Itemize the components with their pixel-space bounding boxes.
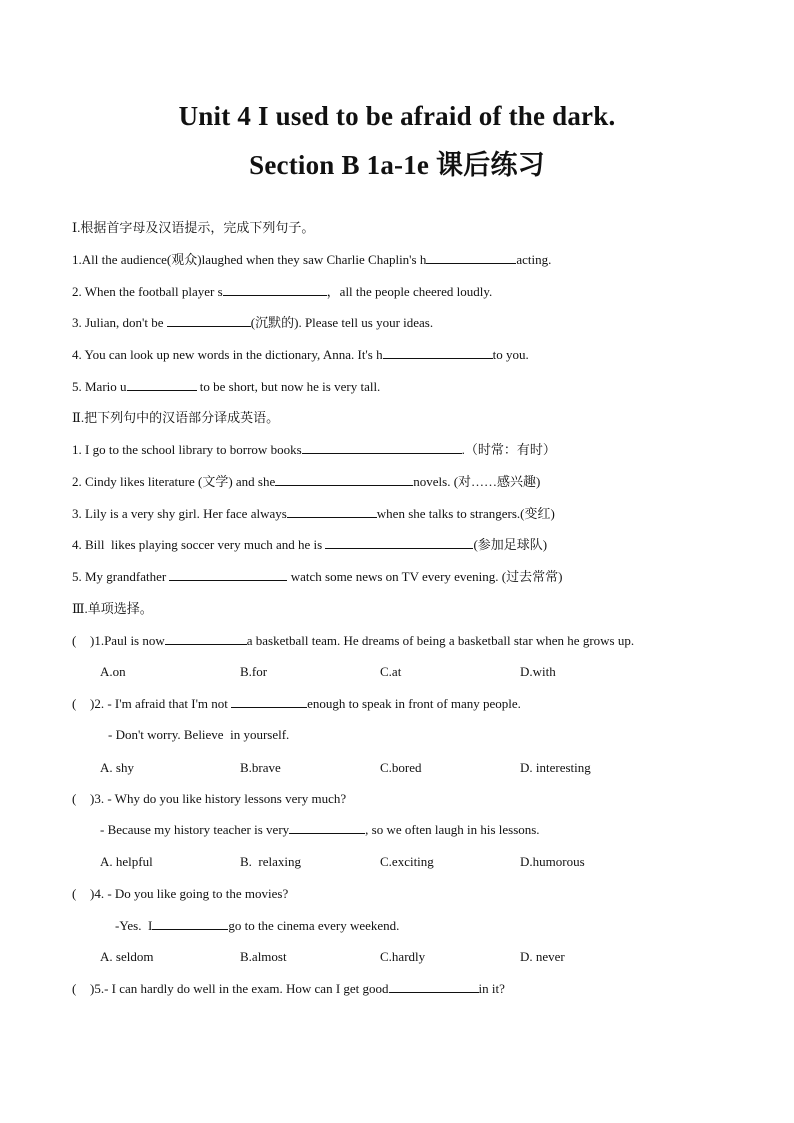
answer-blank[interactable] bbox=[231, 695, 307, 708]
option-a[interactable]: A. helpful bbox=[100, 854, 153, 869]
section-1-heading: Ⅰ.根据首字母及汉语提示，完成下列句子。 bbox=[72, 220, 315, 235]
answer-paren[interactable]: ( bbox=[72, 981, 77, 996]
option-b[interactable]: B.brave bbox=[240, 760, 281, 775]
answer-blank[interactable] bbox=[302, 441, 462, 454]
section-3-question-4-response: -Yes. I go to the cinema every weekend. bbox=[115, 918, 400, 933]
answer-blank[interactable] bbox=[127, 378, 197, 391]
answer-paren[interactable]: ( bbox=[72, 633, 77, 648]
option-d[interactable]: D. interesting bbox=[520, 760, 591, 775]
answer-blank[interactable] bbox=[287, 505, 377, 518]
section-3-question-2: ( )2. - I'm afraid that I'm not enough to speak in front of many people. bbox=[72, 696, 521, 711]
section-3-question-3-response: - Because my history teacher is very , so we often laugh in his lessons. bbox=[100, 822, 540, 837]
option-a[interactable]: A.on bbox=[100, 664, 126, 679]
option-a[interactable]: A. shy bbox=[100, 760, 134, 775]
title-line-2: Section B 1a-1e 课后练习 bbox=[249, 150, 545, 180]
answer-blank[interactable] bbox=[289, 821, 365, 834]
title-line-1: Unit 4 I used to be afraid of the dark. bbox=[178, 101, 616, 131]
option-b[interactable]: B.almost bbox=[240, 949, 287, 964]
section-3-question-3: ( )3. - Why do you like history lessons very much? bbox=[72, 791, 347, 806]
option-b[interactable]: B. relaxing bbox=[240, 854, 302, 869]
answer-blank[interactable] bbox=[383, 346, 493, 359]
section-1-question-1: 1.All the audience(观众)laughed when they saw Charlie Chaplin's h acting. bbox=[72, 252, 552, 267]
section-3-question-5: ( )5.- I can hardly do well in the exam. How can I get good in it? bbox=[72, 981, 505, 996]
answer-blank[interactable] bbox=[169, 568, 287, 581]
answer-paren[interactable]: ( bbox=[72, 696, 77, 711]
option-d[interactable]: D. never bbox=[520, 949, 565, 964]
answer-blank[interactable] bbox=[165, 632, 247, 645]
section-2-question-1: 1. I go to the school library to borrow books .（时常：有时） bbox=[72, 442, 556, 457]
section-1-question-3: 3. Julian, don't be (沉默的). Please tell us your ideas. bbox=[72, 315, 434, 330]
answer-paren[interactable]: ( bbox=[72, 791, 77, 806]
section-2-heading: Ⅱ.把下列句中的汉语部分译成英语。 bbox=[72, 410, 280, 425]
option-d[interactable]: D.humorous bbox=[520, 854, 585, 869]
answer-blank[interactable] bbox=[325, 536, 473, 549]
section-3-question-2-response: - Don't worry. Believe in yourself. bbox=[108, 727, 290, 742]
section-3-question-4: ( )4. - Do you like going to the movies? bbox=[72, 886, 289, 901]
option-b[interactable]: B.for bbox=[240, 664, 268, 679]
section-2-question-4: 4. Bill likes playing soccer very much and he is (参加足球队) bbox=[72, 537, 548, 552]
option-c[interactable]: C.hardly bbox=[380, 949, 426, 964]
section-2-question-5: 5. My grandfather watch some news on TV every evening. (过去常常) bbox=[72, 569, 563, 584]
option-d[interactable]: D.with bbox=[520, 664, 556, 679]
section-1-question-5: 5. Mario u to be short, but now he is very tall. bbox=[72, 379, 381, 394]
section-3-question-1: ( )1.Paul is now a basketball team. He dreams of being a basketball star when he grows up. bbox=[72, 633, 635, 648]
section-1-question-2: 2. When the football player s ，all the people cheered loudly. bbox=[72, 284, 493, 299]
answer-blank[interactable] bbox=[167, 314, 251, 327]
section-2-question-2: 2. Cindy likes literature (文学) and she novels. (对……感兴趣) bbox=[72, 474, 541, 489]
answer-blank[interactable] bbox=[389, 980, 479, 993]
section-3-heading: Ⅲ.单项选择。 bbox=[72, 601, 153, 616]
answer-paren[interactable]: ( bbox=[72, 886, 77, 901]
option-a[interactable]: A. seldom bbox=[100, 949, 154, 964]
answer-blank[interactable] bbox=[152, 917, 228, 930]
section-2-question-3: 3. Lily is a very shy girl. Her face always when she talks to strangers.(变红) bbox=[72, 506, 555, 521]
option-c[interactable]: C.exciting bbox=[380, 854, 434, 869]
option-c[interactable]: C.bored bbox=[380, 760, 422, 775]
answer-blank[interactable] bbox=[223, 283, 327, 296]
answer-blank[interactable] bbox=[426, 251, 516, 264]
option-c[interactable]: C.at bbox=[380, 664, 402, 679]
section-1-question-4: 4. You can look up new words in the dictionary, Anna. It's h to you. bbox=[72, 347, 529, 362]
answer-blank[interactable] bbox=[275, 473, 413, 486]
